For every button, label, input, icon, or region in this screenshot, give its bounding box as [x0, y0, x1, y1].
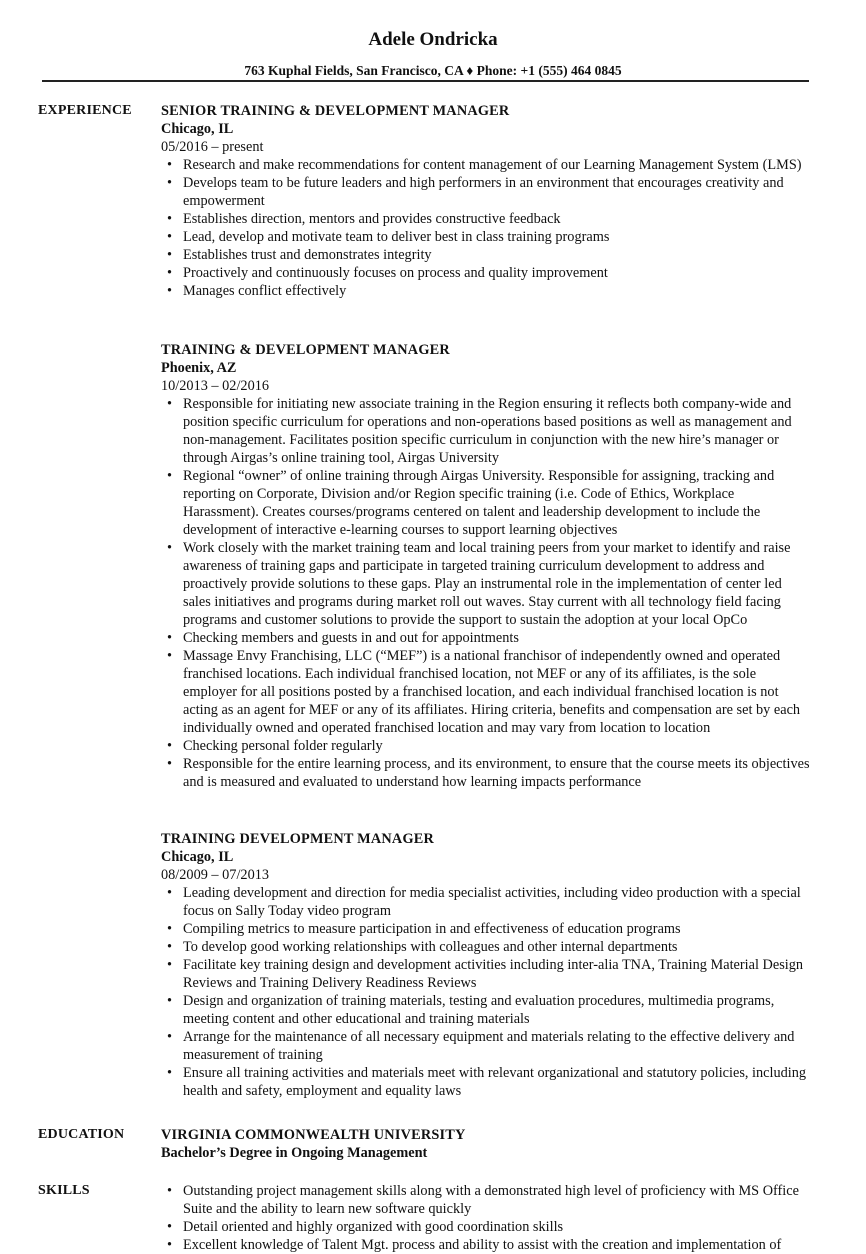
list-item: • Design and organization of training materials, testing and evaluation procedures, multimedia programs, meeting content and other educational and training materials [161, 992, 813, 1028]
education-label: EDUCATION [38, 1127, 125, 1142]
list-item: • Excellent knowledge of Talent Mgt. process and ability to assist with the creation and implementation of [161, 1236, 813, 1254]
education-body [161, 1126, 813, 1162]
list-item: • Research and make recommendations for content management of our Learning Management System (LMS) [161, 156, 813, 174]
list-item: • Establishes direction, mentors and provides constructive feedback [161, 210, 813, 228]
list-item: • Detail oriented and highly organized with good coordination skills [161, 1218, 813, 1236]
job-entry [161, 341, 813, 791]
experience-label: EXPERIENCE [38, 103, 132, 118]
list-item: • Lead, develop and motivate team to deliver best in class training programs [161, 228, 813, 246]
list-item: • Compiling metrics to measure participation in and effectiveness of education programs [161, 920, 813, 938]
job-bullets [161, 156, 813, 300]
job-title: SENIOR TRAINING & DEVELOPMENT MANAGER [161, 103, 510, 119]
job-title: TRAINING DEVELOPMENT MANAGER [161, 831, 435, 847]
list-item: • Regional “owner” of online training through Airgas University. Responsible for assigning, tracking and reporting on Corporate, Division and/or Region specific training (i.e. Code of Ethics, Workplace Harassment). Creates courses/programs centered on talent and leadership development to include the development of interactive e-learning courses to support learning objectives [161, 467, 813, 539]
list-item: • Ensure all training activities and materials meet with relevant organizational and statutory policies, including health and safety, employment and equality laws [161, 1064, 813, 1100]
list-item: • Work closely with the market training team and local training peers from your market to identify and raise awareness of training gaps and participate in targeted training curriculum development to address and proactively provide solutions to these gaps. Play an instrumental role in the implementation of center led sales initiatives and programs during market roll out waves. Stay current with all technology field facing programs and customer solutions to provide the support to sustain the adoption at your local OpCo [161, 539, 813, 629]
list-item: • Proactively and continuously focuses on process and quality improvement [161, 264, 813, 282]
list-item: • Manages conflict effectively [161, 282, 813, 300]
job-entry [161, 830, 813, 1100]
job-dates: 05/2016 – present [161, 139, 264, 155]
list-item: • Facilitate key training design and development activities including inter-alia TNA, Training Material Design Reviews and Training Delivery Readiness Reviews [161, 956, 813, 992]
list-item: • Massage Envy Franchising, LLC (“MEF”) is a national franchisor of independently owned and operated franchised locations. Each individual franchised location, not MEF or any of its affiliates, is the sole employer for all positions posted by a franchised location, and each individual franchised location is not acting as an agent for MEF or any of its affiliates. Hiring criteria, benefits and compensation are set by each individually owned and operated franchised location and may vary from location to location [161, 647, 813, 737]
list-item: • Checking personal folder regularly [161, 737, 813, 755]
skills-body [161, 1182, 813, 1254]
list-item: • Arrange for the maintenance of all necessary equipment and materials relating to the effective delivery and measurement of training [161, 1028, 813, 1064]
experience-body [161, 102, 813, 1099]
list-item: • Responsible for the entire learning process, and its environment, to ensure that the course meets its objectives and is measured and evaluated to understand how learning impacts performance [161, 755, 813, 791]
list-item: • Checking members and guests in and out for appointments [161, 629, 813, 647]
header-divider [42, 80, 809, 82]
job-location: Phoenix, AZ [161, 360, 237, 376]
list-item: • Leading development and direction for media specialist activities, including video production with a special focus on Sally Today video program [161, 884, 813, 920]
job-location: Chicago, IL [161, 121, 234, 137]
job-bullets [161, 395, 813, 791]
resume-name: Adele Ondricka [368, 29, 498, 50]
list-item: • To develop good working relationships with colleagues and other internal departments [161, 938, 813, 956]
list-item: • Establishes trust and demonstrates integrity [161, 246, 813, 264]
job-bullets [161, 884, 813, 1100]
contact-line: 763 Kuphal Fields, San Francisco, CA ♦ Phone: +1 (555) 464 0845 [244, 63, 622, 78]
job-title: TRAINING & DEVELOPMENT MANAGER [161, 342, 450, 358]
job-entry [161, 102, 813, 300]
list-item: • Responsible for initiating new associate training in the Region ensuring it reflects both company-wide and position specific curriculum for operations and non-operations based positions as well as management and non-management. Facilitates position specific curriculum in conjunction with the new hire’s manager or through Airgas’s online training tool, Airgas University [161, 395, 813, 467]
job-dates: 08/2009 – 07/2013 [161, 867, 270, 883]
job-location: Chicago, IL [161, 849, 234, 865]
job-dates: 10/2013 – 02/2016 [161, 378, 270, 394]
skills-bullets [161, 1182, 813, 1254]
list-item: • Outstanding project management skills along with a demonstrated high level of proficiency with MS Office Suite and the ability to learn new software quickly [161, 1182, 813, 1218]
list-item: • Develops team to be future leaders and high performers in an environment that encourages creativity and empowerment [161, 174, 813, 210]
education-school: VIRGINIA COMMONWEALTH UNIVERSITY [161, 1127, 466, 1143]
skills-label: SKILLS [38, 1183, 90, 1198]
education-degree: Bachelor’s Degree in Ongoing Management [161, 1145, 428, 1161]
